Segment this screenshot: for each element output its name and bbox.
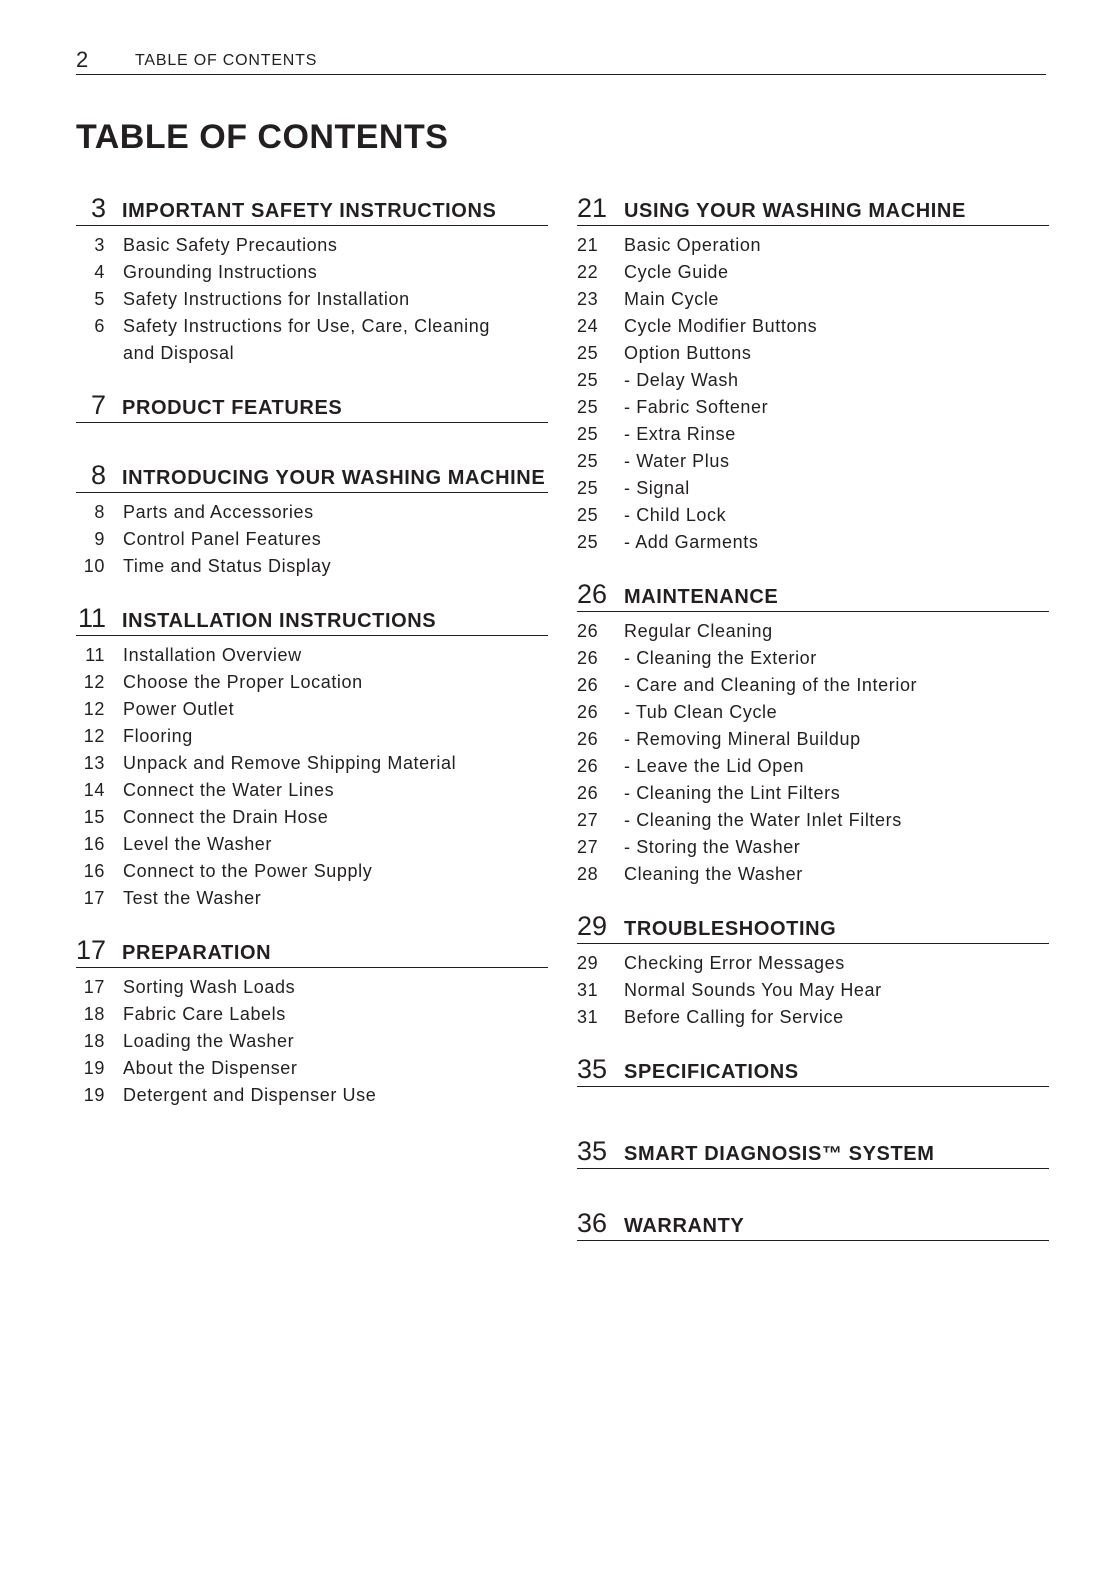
toc-entry[interactable]: [577, 475, 1049, 502]
section-heading[interactable]: [577, 192, 1049, 226]
section-title: INTRODUCING YOUR WASHING MACHINE: [122, 467, 546, 489]
toc-section: [577, 1053, 1049, 1087]
toc-entry[interactable]: [76, 696, 548, 723]
toc-section: [76, 459, 548, 580]
entry-page-number: 26: [577, 621, 599, 641]
entry-label: Connect to the Power Supply: [123, 861, 373, 881]
entry-page-number: 27: [577, 810, 599, 830]
entry-label: Choose the Proper Location: [123, 672, 363, 692]
toc-entry[interactable]: [577, 421, 1049, 448]
entry-page-number: 23: [577, 289, 599, 309]
toc-entry[interactable]: [76, 858, 548, 885]
entry-page-number: 19: [83, 1058, 105, 1078]
entry-page-number: 14: [83, 780, 105, 800]
toc-entry[interactable]: [577, 502, 1049, 529]
toc-entry[interactable]: [76, 831, 548, 858]
entry-page-number: 25: [577, 343, 599, 363]
toc-entry[interactable]: [577, 672, 1049, 699]
entry-label: Connect the Water Lines: [123, 780, 335, 800]
entry-label: and Disposal: [123, 343, 235, 363]
section-page-number: 26: [577, 579, 608, 609]
entry-page-number: 3: [94, 235, 105, 255]
entry-label: - Cleaning the Lint Filters: [624, 783, 841, 803]
entry-label: Level the Washer: [123, 834, 273, 854]
entry-page-number: 25: [577, 397, 599, 417]
toc-entry[interactable]: [76, 553, 548, 580]
entry-page-number: 18: [83, 1031, 105, 1051]
toc-entry[interactable]: [577, 645, 1049, 672]
entry-label: - Tub Clean Cycle: [624, 702, 778, 722]
toc-entry[interactable]: [577, 259, 1049, 286]
entry-page-number: 16: [83, 834, 105, 854]
entry-label: - Signal: [624, 478, 690, 498]
toc-entry[interactable]: [76, 750, 548, 777]
toc-entry[interactable]: [76, 1082, 548, 1109]
section-heading[interactable]: [577, 1053, 1049, 1087]
entry-label: Cleaning the Washer: [624, 864, 803, 884]
entry-page-number: 12: [83, 726, 105, 746]
entry-label: - Water Plus: [624, 451, 730, 471]
entry-list: [577, 232, 1049, 556]
entry-page-number: 26: [577, 729, 599, 749]
entry-label: - Cleaning the Exterior: [624, 648, 817, 668]
entry-label: Power Outlet: [123, 699, 235, 719]
entry-page-number: 28: [577, 864, 599, 884]
entry-page-number: 31: [577, 980, 599, 1000]
section-title: SPECIFICATIONS: [624, 1061, 799, 1083]
entry-page-number: 5: [94, 289, 105, 309]
toc-entry[interactable]: [577, 340, 1049, 367]
entry-page-number: 31: [577, 1007, 599, 1027]
toc-entry[interactable]: [577, 861, 1049, 888]
entry-page-number: [76, 340, 105, 367]
section-page-number: 17: [76, 935, 107, 965]
toc-entry[interactable]: [577, 394, 1049, 421]
toc-section: [577, 1135, 1049, 1169]
section-page-number: 3: [90, 193, 106, 223]
toc-entry[interactable]: [76, 723, 548, 750]
entry-page-number: 8: [94, 502, 105, 522]
toc-entry[interactable]: [76, 1028, 548, 1055]
entry-label: Main Cycle: [624, 289, 720, 309]
entry-page-number: 10: [83, 556, 105, 576]
toc-entry[interactable]: [76, 313, 548, 340]
section-title: IMPORTANT SAFETY INSTRUCTIONS: [122, 200, 497, 222]
entry-label: Before Calling for Service: [624, 1007, 844, 1027]
toc-entry[interactable]: [577, 753, 1049, 780]
section-page-number: 8: [90, 460, 106, 490]
entry-page-number: 25: [577, 451, 599, 471]
toc-entry[interactable]: [577, 699, 1049, 726]
section-heading[interactable]: [577, 910, 1049, 944]
entry-label: Parts and Accessories: [123, 502, 314, 522]
document-title: TABLE OF CONTENTS: [76, 118, 449, 156]
entry-label: Basic Safety Precautions: [123, 235, 338, 255]
entry-label: Grounding Instructions: [123, 262, 318, 282]
toc-entry[interactable]: [577, 367, 1049, 394]
section-page-number: 11: [77, 603, 106, 633]
toc-entry[interactable]: [577, 1004, 1049, 1031]
entry-list: [577, 618, 1049, 888]
toc-section: [76, 389, 548, 423]
entry-page-number: 26: [577, 756, 599, 776]
entry-page-number: 25: [577, 424, 599, 444]
entry-page-number: 21: [577, 235, 599, 255]
entry-page-number: 12: [83, 699, 105, 719]
toc-entry[interactable]: [76, 340, 548, 367]
section-heading[interactable]: [577, 1207, 1049, 1241]
toc-entry[interactable]: [577, 807, 1049, 834]
entry-label: Option Buttons: [624, 343, 752, 363]
toc-section: [76, 602, 548, 912]
entry-label: - Care and Cleaning of the Interior: [624, 675, 918, 695]
toc-entry[interactable]: [577, 834, 1049, 861]
section-page-number: 29: [577, 911, 608, 941]
toc-entry[interactable]: [577, 780, 1049, 807]
entry-list: [76, 642, 548, 912]
entry-page-number: 29: [577, 953, 599, 973]
entry-page-number: 17: [83, 977, 105, 997]
entry-label: Control Panel Features: [123, 529, 322, 549]
entry-page-number: 15: [83, 807, 105, 827]
entry-label: - Delay Wash: [624, 370, 739, 390]
entry-page-number: 19: [83, 1085, 105, 1105]
section-title: MAINTENANCE: [624, 586, 779, 608]
toc-entry[interactable]: [76, 1055, 548, 1082]
toc-section: [577, 910, 1049, 1031]
entry-label: Cycle Guide: [624, 262, 729, 282]
entry-label: Test the Washer: [123, 888, 262, 908]
entry-label: - Child Lock: [624, 505, 727, 525]
entry-label: Sorting Wash Loads: [123, 977, 296, 997]
entry-label: Connect the Drain Hose: [123, 807, 329, 827]
toc-entry[interactable]: [76, 499, 548, 526]
entry-label: Unpack and Remove Shipping Material: [123, 753, 457, 773]
section-page-number: 7: [90, 390, 106, 420]
entry-page-number: 4: [94, 262, 105, 282]
entry-page-number: 26: [577, 648, 599, 668]
entry-label: Checking Error Messages: [624, 953, 845, 973]
section-heading[interactable]: [577, 1135, 1049, 1169]
running-title: TABLE OF CONTENTS: [135, 52, 318, 69]
entry-page-number: 18: [83, 1004, 105, 1024]
section-title: USING YOUR WASHING MACHINE: [624, 200, 966, 222]
toc-entry[interactable]: [76, 232, 548, 259]
toc-entry[interactable]: [76, 286, 548, 313]
section-heading[interactable]: [76, 192, 548, 226]
entry-label: Safety Instructions for Use, Care, Cleaning: [123, 316, 490, 336]
toc-entry[interactable]: [76, 1001, 548, 1028]
section-title: SMART DIAGNOSIS™ SYSTEM: [624, 1143, 935, 1165]
section-heading[interactable]: [76, 389, 548, 423]
toc-entry[interactable]: [76, 777, 548, 804]
entry-page-number: 25: [577, 505, 599, 525]
entry-list: [577, 950, 1049, 1031]
entry-label: - Leave the Lid Open: [624, 756, 805, 776]
toc-section: [76, 192, 548, 367]
entry-label: Loading the Washer: [123, 1031, 295, 1051]
toc-section: [76, 934, 548, 1109]
section-title: PREPARATION: [122, 942, 272, 964]
entry-page-number: 9: [94, 529, 105, 549]
section-heading[interactable]: [76, 459, 548, 493]
section-title: WARRANTY: [624, 1215, 745, 1237]
toc-entry[interactable]: [577, 618, 1049, 645]
running-header: [76, 47, 1046, 75]
section-page-number: 35: [577, 1136, 608, 1166]
section-title: PRODUCT FEATURES: [122, 397, 343, 419]
entry-label: - Extra Rinse: [624, 424, 736, 444]
toc-entry[interactable]: [577, 232, 1049, 259]
toc-section: [577, 1207, 1049, 1241]
entry-page-number: 27: [577, 837, 599, 857]
entry-label: - Removing Mineral Buildup: [624, 729, 861, 749]
entry-label: - Storing the Washer: [624, 837, 801, 857]
entry-label: Normal Sounds You May Hear: [624, 980, 882, 1000]
toc-entry[interactable]: [76, 804, 548, 831]
entry-label: Installation Overview: [123, 645, 302, 665]
toc-section: [577, 578, 1049, 888]
entry-page-number: 16: [83, 861, 105, 881]
section-page-number: 36: [577, 1208, 608, 1238]
toc-entry[interactable]: [76, 974, 548, 1001]
toc-entry[interactable]: [76, 526, 548, 553]
section-title: TROUBLESHOOTING: [624, 918, 837, 940]
toc-entry[interactable]: [76, 669, 548, 696]
entry-page-number: 6: [94, 316, 105, 336]
toc-right-column: [577, 192, 1049, 1241]
entry-label: Cycle Modifier Buttons: [624, 316, 818, 336]
section-heading[interactable]: [577, 578, 1049, 612]
toc-entry[interactable]: [577, 313, 1049, 340]
entry-label: About the Dispenser: [123, 1058, 298, 1078]
entry-page-number: 17: [83, 888, 105, 908]
page-number: 2: [76, 47, 89, 72]
toc-left-column: [76, 192, 548, 1109]
entry-label: - Fabric Softener: [624, 397, 769, 417]
entry-label: Flooring: [123, 726, 193, 746]
entry-list: [76, 232, 548, 367]
entry-page-number: 13: [83, 753, 105, 773]
entry-page-number: 25: [577, 532, 599, 552]
section-page-number: 21: [577, 193, 608, 223]
toc-section: [577, 192, 1049, 556]
entry-page-number: 25: [577, 478, 599, 498]
entry-label: Regular Cleaning: [624, 621, 773, 641]
entry-label: Detergent and Dispenser Use: [123, 1085, 377, 1105]
toc-entry[interactable]: [577, 726, 1049, 753]
section-page-number: 35: [577, 1054, 608, 1084]
entry-page-number: 24: [577, 316, 599, 336]
entry-page-number: 12: [83, 672, 105, 692]
entry-label: Safety Instructions for Installation: [123, 289, 410, 309]
entry-page-number: 25: [577, 370, 599, 390]
toc-entry[interactable]: [577, 950, 1049, 977]
entry-list: [76, 974, 548, 1109]
toc-entry[interactable]: [76, 259, 548, 286]
toc-entry[interactable]: [577, 529, 1049, 556]
toc-entry[interactable]: [577, 286, 1049, 313]
entry-page-number: 26: [577, 783, 599, 803]
entry-label: - Add Garments: [624, 532, 759, 552]
entry-list: [76, 499, 548, 580]
entry-label: Fabric Care Labels: [123, 1004, 286, 1024]
section-heading[interactable]: [76, 602, 548, 636]
entry-page-number: 26: [577, 702, 599, 722]
entry-label: Basic Operation: [624, 235, 762, 255]
section-title: INSTALLATION INSTRUCTIONS: [122, 610, 437, 632]
entry-page-number: 11: [85, 645, 105, 665]
entry-label: Time and Status Display: [123, 556, 332, 576]
entry-label: - Cleaning the Water Inlet Filters: [624, 810, 902, 830]
toc-entry[interactable]: [577, 448, 1049, 475]
entry-page-number: 22: [577, 262, 599, 282]
toc-entry[interactable]: [76, 642, 548, 669]
toc-entry[interactable]: [577, 977, 1049, 1004]
section-heading[interactable]: [76, 934, 548, 968]
entry-page-number: 26: [577, 675, 599, 695]
toc-entry[interactable]: [76, 885, 548, 912]
